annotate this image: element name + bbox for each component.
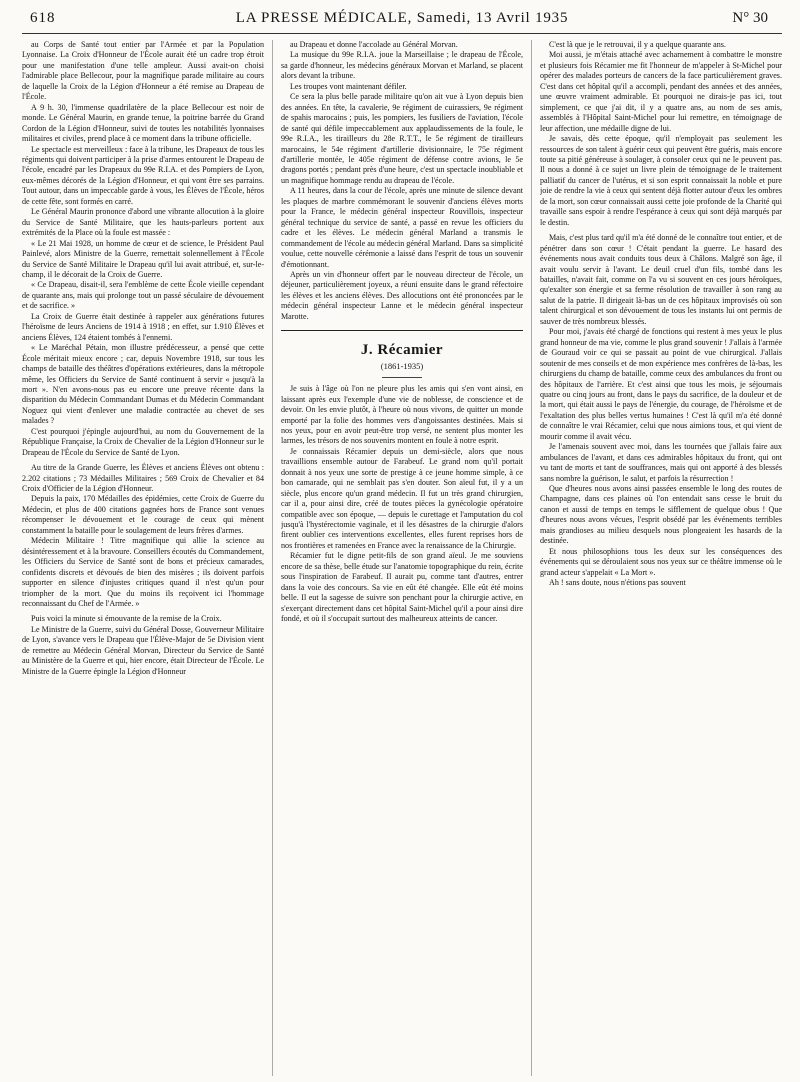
paragraph: Mais, c'est plus tard qu'il m'a été donné de le connaître tout entier, et de pénétrer dans son cœur ! C'était pendant la guerre. Le hasard des événements nous avait conduits tous deux à Châlons. Malgré son âge, il avait voulu servir à l'avant. Le deuil cruel d'un fils, tombé dans les batailles, n'avait fait, comme on l'a vu si souvent en ces jours héroïques, qu'exalter son énergie et sa ferme résolution de travailler à son rang au salut de la patrie. Il dirigeait là-bas un de ces hôpitaux improvisés où son talent chirurgical et son dévouement de tous les instants lui ont permis de sauver de très nombreux blessés.	[539, 233, 782, 326]
paragraph: Ce sera la plus belle parade militaire qu'on ait vue à Lyon depuis bien des années. En tête, la cavalerie, 9e régiment de cuirassiers, 9e régiment de spahis marocains ; puis, les pompiers, les fusiliers de l'aviation, l'école de santé qui défile impeccablement aux applaudissements de la foule, le 99e R.I.A., les tirailleurs du 28e R.T.T., le 5e régiment de tirailleurs marocains, le 54e régiment d'artillerie divisionnaire, le 75e régiment d'artillerie montée, le 405e régiment de défense contre avions, le 5e dragons portés ; pendant près d'une heure, c'est un spectacle inoubliable et un magnifique hommage rendu au drapeau de l'école.	[280, 92, 523, 185]
paragraph: C'est pourquoi j'épingle aujourd'hui, au nom du Gouvernement de la République Française, la Croix de Chevalier de la Légion d'Honneur sur le Drapeau de l'École du Service de Santé de Lyon.	[22, 426, 265, 457]
column-1	[22, 40, 264, 1076]
paragraph: C'est là que je le retrouvai, il y a quelque quarante ans.	[548, 40, 726, 49]
article-dates: (1861-1935)	[380, 360, 424, 371]
paragraph: Moi aussi, je m'étais attaché avec acharnement à combattre le monstre et plusieurs fois Récamier me fit l'honneur de m'appeler à St-Michel pour opérer des malades porteurs de cancers de la face particulièrement graves. C'est dans cet hôpital qu'il a accompli, pendant des années et des années, une œuvre vraiment admirable. Et pourquoi ne dirais-je pas ici, tout simplement, ce que j'ai dit, il y a quatre ans, au nom de ses amis, assemblés à l'Hôpital Saint-Michel pour lui remettre, en témoignage de leur affection, une médaille digne de lui.	[539, 50, 782, 133]
paragraph: Puis voici la minute si émouvante de la remise de la Croix.	[31, 614, 222, 624]
paragraph: Les troupes vont maintenant défiler.	[289, 81, 407, 91]
paragraph: « Ce Drapeau, disait-il, sera l'emblème de cette École vieille cependant de quarante ans, mais qui prolonge tout un passé séculaire de dévouement et de sacrifice. »	[22, 280, 265, 311]
paragraph: Récamier fut le digne petit-fils de son grand aïeul. Je me souviens encore de sa thèse, belle étude sur l'anatomie topographique du rein, écrite sous l'inspiration de Farabeuf. Il aurait pu, comme tant d'autres, entrer dans la voie des concours. Sa vie en eût été changée. Elle eût été moins belle. Il eut la sagesse de suivre son penchant pour la chirurgie active, en s'exerçant directement dans cet hôpital Saint-Michel qu'il a pour ainsi dire fondé, et où il s'occupait surtout des malheureux atteints de cancer.	[280, 551, 523, 624]
paragraph: A 11 heures, dans la cour de l'école, après une minute de silence devant les plaques de marbre commémorant le souvenir d'anciens élèves morts pour la France, le médecin général inspecteur Rouvillois, inspecteur général technique du service de santé, a passé en revue les officiers du cadre et les élèves. Le médecin général Marland a transmis le commandement de l'école au médecin général Marland. Dans sa simplicité voulue, cette nouvelle cérémonie a laissé dans l'esprit de tous un souvenir d'émotionnant.	[280, 186, 523, 269]
column-divider	[272, 40, 273, 1076]
paragraph: Je savais, dès cette époque, qu'il n'employait pas seulement les ressources de son talent à guérir ceux qui peuvent être guéris, mais encore toute sa pitié généreuse à soulager, à consoler ceux qui ne le peuvent pas. Il nous a donné à ce sujet un livre plein de témoignage de le traitement palliatif du cancer de l'utérus, et si son esprit connaissait la noble et pure joie de rendre la vie à ceux qui sentent déjà flotter autour d'eux les ombres de la mort, son cœur connaissait aussi cette joie profonde de la Charité qui travaille sans espoir à rendre l'espérance à ceux qui sont déjà marqués par le destin.	[539, 134, 782, 227]
paragraph: Le Général Maurin prononce d'abord une vibrante allocution à la gloire du Service de Santé Militaire, que les hauts-parleurs portent aux extrémités de la Place où la foule est massée :	[22, 207, 265, 238]
paragraph: Je connaissais Récamier depuis un demi-siècle, alors que nous travaillions ensemble autour de Farabeuf. Le grand nom qu'il portait donnait à nos yeux une sorte de prestige à ce jeune homme simple, à ce bon camarade, qui ne semblait pas s'en douter. Son aïeul fut, il y a un siècle, plus encore qu'un grand médecin. Il fut un très grand chirurgien, car il a, pour ainsi dire, créé de toutes pièces la gynécologie opératoire compatible avec son époque, — depuis le curettage et l'amputation du col jusqu'à l'hystérectomie vaginale, et il les désastres de la chirurgie d'alors firent oublier ces interventions excellentes, elles furent reprises hors de nos frontières et ramenées en France avec la renaissance de la Chirurgie.	[280, 446, 523, 550]
page-header	[22, 0, 782, 34]
columns	[22, 40, 782, 1076]
page-number: 618	[30, 10, 56, 26]
paragraph: « Le Maréchal Pétain, mon illustre prédécesseur, a pensé que cette École méritait mieux encore ; car, depuis Novembre 1918, sur tous les champs de bataille des théâtres d'opérations extérieures, dans la métropole même, les Officiers du Service de Santé continuent à servir « jusqu'à la mort ». N'en avons-nous pas eu encore une preuve récente dans la disparition du Médecin Commandant Dumas et du Médecin Commandant Noguez qui vient d'enlever une maladie contractée au chevet de ses malades ?	[22, 343, 265, 426]
article-title: J. Récamier	[360, 342, 444, 359]
paragraph: Que d'heures nous avons ainsi passées ensemble le long des routes de Champagne, dans ces plaines où l'on entendait sans cesse le bruit du canon et aussi de temps en temps le sifflement de quelque obus ! Que d'heures nous avons vécues, l'esprit obsédé par les événements terribles mais grandioses au milieu desquels nous plongeaient les hasards de la destinée.	[539, 484, 782, 546]
paragraph: Depuis la paix, 170 Médailles des épidémies, cette Croix de Guerre du Médecin, et plus de 400 citations gagnées hors de France sont venues récompenser le dévouement et le courage de ceux qui mènent constamment la bataille pour le soulagement de leurs frères d'armes.	[22, 494, 265, 535]
column-3	[540, 40, 782, 1076]
paragraph: au Corps de Santé tout entier par l'Armée et par la Population Lyonnaise. La Croix d'Honneur de l'École aurait été un cadre trop étroit pour une manifestation d'une telle ampleur. Aussi avait-on choisi l'admirable place Bellecour, pour la magnifique parade militaire au cours de laquelle la Croix de la Légion d'Honneur a été remise au Drapeau de l'École.	[22, 40, 265, 102]
paragraph: Après un vin d'honneur offert par le nouveau directeur de l'école, un déjeuner, particulièrement joyeux, a réuni ensuite dans le grand réfectoire les élèves et les anciens élèves. Des allocutions ont été prononcées par le médecin général inspecteur Lanne et le médecin général inspecteur Marotte.	[280, 269, 523, 321]
paragraph: A 9 h. 30, l'immense quadrilatère de la place Bellecour est noir de monde. Le Général Maurin, en grande tenue, la poitrine barrée du Grand Cordon de la Légion d'Honneur, suivi de toutes les notabilités lyonnaises militaires et civiles, prend place à ce moment dans la tribune officielle.	[22, 102, 265, 144]
paragraph: Médecin Militaire ! Titre magnifique qui allie la science au désintéressement et à la bravoure. Conseillers écoutés du Commandement, les Officiers du Service de Santé sont de bons et précieux camarades, confidents discrets et dévoués de bien des misères ; ils doivent parfois supporter en silence d'injustes critiques quand il n'est qu'un pour triompher de la mort. Que du moins ils reçoivent ici l'hommage reconnaissant du Chef de l'Armée. »	[22, 536, 265, 609]
paragraph: Au titre de la Grande Guerre, les Élèves et anciens Élèves ont obtenu : 2.202 citations ; 73 Médailles Militaires ; 569 Croix de Chevalier et 84 Croix d'Officier de la Légion d'Honneur.	[22, 463, 265, 494]
paragraph: « Le 21 Mai 1928, un homme de cœur et de science, le Président Paul Painlevé, alors Ministre de la Guerre, remettait solennellement à l'École du Service de Santé Militaire le Drapeau qu'il lui avait attribué, et, sur-le-champ, il le décorait de la Croix de Guerre.	[22, 238, 265, 279]
paragraph: Ah ! sans doute, nous n'étions pas souvent	[548, 578, 686, 588]
heading-rule	[382, 377, 422, 378]
paragraph: Pour moi, j'avais été chargé de fonctions qui restent à mes yeux le plus grand honneur de ma vie, comme le plus grand souvenir ! J'allais à l'armée de Gouraud voir ce qui se passait au point de vue chirurgical. J'allais soutenir de mes conseils et de mon expérience mes confrères de là-bas, les chirurgiens du champ de bataille, comme ceux des ambulances du front ou des hôpitaux de l'arrière. Et c'est ainsi que tous les mois, je séjournais quatre ou cinq jours au front, dans le pays du sacrifice, de la douleur et de la mort, qui était aussi le pays de l'énergie, du courage, de l'héroïsme et de l'exaltation des plus belles vertus humaines ! C'est là qu'il m'a été donné de connaître le vrai Récamier, celui que nous aimions tous, et qui vient de mourir comme il avait vécu.	[539, 327, 782, 441]
paragraph: Je l'amenais souvent avec moi, dans les tournées que j'allais faire aux ambulances de l'avant, et dans ces admirables hôpitaux du front, qui ont vu tant de morts et tant de souffrances, mais qui ont apporté à des blessés sans nombre la guérison, le salut, et parfois la résurrection !	[539, 442, 782, 483]
header-rule	[22, 33, 782, 34]
paragraph: La Croix de Guerre était destinée à rappeler aux générations futures l'héroïsme de leurs Anciens de 1914 à 1918 ; en effet, sur 1.910 Élèves et anciens Élèves, 124 étaient tombés à l'ennemi.	[22, 311, 265, 342]
paragraph: Je suis à l'âge où l'on ne pleure plus les amis qui s'en vont ainsi, en laissant après eux l'exemple d'une vie de noblesse, de conscience et de devoir. On les envie plutôt, à l'heure où nous vivons, de quitter un monde emporté par la folie des hommes vers d'angoissantes destinées. Mais si nos yeux, pour en avoir peut-être trop versé, ne sentent plus monter les larmes, les trésors de nos souvenirs montent en foule à notre esprit.	[280, 384, 523, 446]
issue-number: N° 30	[732, 10, 768, 26]
paragraph: Et nous philosophions tous les deux sur les conséquences des événements qui se déroulaient sous nos yeux sur ce théâtre immense où le grand acteur s'appelait « La Mort ».	[539, 546, 782, 577]
article-heading	[281, 330, 523, 378]
paragraph: Le spectacle est merveilleux : face à la tribune, les Drapeaux de tous les régiments qui doivent participer à la prise d'armes entourent le Drapeau de l'école, encadré par les Drapeaux du 99e R.I.A. et des Pompiers de Lyon, eux-mêmes décorés de la Légion d'Honneur, et qui vont être ses parrains. Tout autour, dans un impeccable garde à vous, les Élèves de l'École, héros de cette fête, sont formés en carré.	[22, 144, 265, 206]
paragraph: La musique du 99e R.I.A. joue la Marseillaise ; le drapeau de l'École, sa garde d'honneur, les médecins généraux Morvan et Marland, se placent alors devant la tribune.	[280, 50, 523, 81]
paragraph: au Drapeau et donne l'accolade au Général Morvan.	[289, 40, 458, 49]
paragraph: Le Ministre de la Guerre, suivi du Général Dosse, Gouverneur Militaire de Lyon, s'avance vers le Drapeau que l'Élève-Major de 5e Division vient de remettre au Médecin Général Morvan, Directeur du Service de Santé au Ministère de la Guerre et qui, hier encore, était Directeur de l'École. Le Ministre de la Guerre épingle la Légion d'Honneur	[22, 624, 265, 676]
masthead-title: LA PRESSE MÉDICALE, Samedi, 13 Avril 1935	[235, 10, 569, 26]
column-divider	[531, 40, 532, 1076]
column-2	[281, 40, 523, 1076]
